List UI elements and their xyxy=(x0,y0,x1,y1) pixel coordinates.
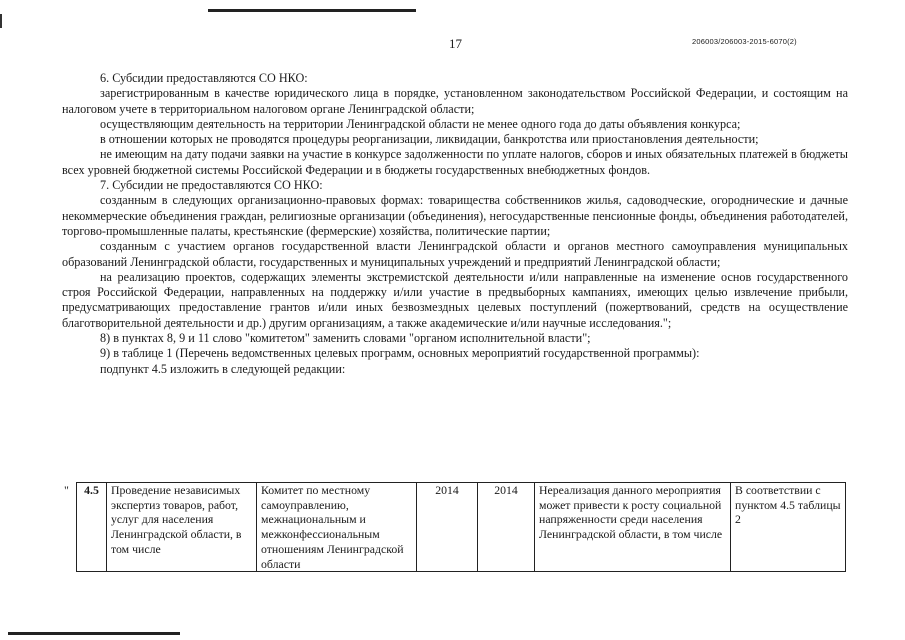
paragraph: 6. Субсидии предоставляются СО НКО: xyxy=(100,71,308,85)
paragraph: 8) в пунктах 8, 9 и 11 слово "комитетом" заменить словами "органом исполнительной власти"; xyxy=(100,331,591,346)
cell-relation: В соответствии с пунктом 4.5 таблицы 2 xyxy=(731,483,846,572)
paragraph: на реализацию проектов, содержащих элементы экстремистской деятельности и/или направленные на изменение основ государственного строя Российской Федерации, направленных на поддержку и/или участие в предвыборных кампаниях, имеющих целью извлечение прибыли, предусматривающих предоставление грантов и/или иных безвозмездных целевых поступлений (пожертвований, средств на осуществление благотворительной деятельности и др.) другим организациям, а также академические и/или научные исследования."; xyxy=(62,269,848,330)
paragraph: подпункт 4.5 изложить в следующей редакции: xyxy=(100,361,346,376)
paragraph: осуществляющим деятельность на территории Ленинградской области не менее одного года до даты объявления конкурса; xyxy=(100,116,741,131)
left-edge-mark xyxy=(0,14,2,28)
document-id: 206003/206003-2015-6070(2) xyxy=(692,37,797,46)
paragraph: созданным в следующих организационно-правовых формах: товарищества собственников жилья, садоводческие, огороднические и дачные некоммерческие объединения граждан, религиозные организации (объединения), негосударственные пенсионные фонды, объединения работодателей, торгово-промышленные палаты, крестьянские (фермерские) хозяйства, политические партии; xyxy=(62,193,848,238)
paragraph: созданным с участием органов государственной власти Ленинградской области и органов местного самоуправления муниципальных образований Ленинградской области, государственных и муниципальных учреждений и предприятий Ленинградской области; xyxy=(62,239,848,269)
table-open-quote: " xyxy=(64,483,69,497)
top-rule xyxy=(208,9,416,12)
cell-executor: Комитет по местному самоуправлению, межнациональным и межконфессиональным отношениям Ленинградской области xyxy=(257,483,417,572)
table-row xyxy=(77,483,846,572)
cell-item-number: 4.5 xyxy=(77,483,107,572)
paragraph: 7. Субсидии не предоставляются СО НКО: xyxy=(100,178,323,193)
cell-start-year: 2014 xyxy=(417,483,478,572)
cell-consequence: Нереализация данного мероприятия может привести к росту социальной напряженности среди населения Ленинградской области, в том числе xyxy=(535,483,731,572)
page-number: 17 xyxy=(449,36,462,51)
document-body xyxy=(62,71,848,377)
paragraph: зарегистрированным в качестве юридического лица в порядке, установленном законодательством Российской Федерации, и состоящим на налоговом учете в территориальном налоговом органе Ленинградской области; xyxy=(62,86,848,116)
paragraph: в отношении которых не проводятся процедуры реорганизации, ликвидации, банкротства или приостановления деятельности; xyxy=(100,132,759,147)
cell-end-year: 2014 xyxy=(478,483,535,572)
cell-activity-name: Проведение независимых экспертиз товаров, работ, услуг для населения Ленинградской области, в том числе xyxy=(107,483,257,572)
paragraph: не имеющим на дату подачи заявки на участие в конкурсе задолженности по уплате налогов, сборов и иных обязательных платежей в бюджеты всех уровней бюджетной системы Российской Федерации и в бюджеты государственных внебюджетных фондов. xyxy=(62,147,848,177)
paragraph: 9) в таблице 1 (Перечень ведомственных целевых программ, основных мероприятий государственной программы): xyxy=(100,346,700,361)
program-table xyxy=(76,482,846,572)
bottom-rule xyxy=(8,632,180,635)
